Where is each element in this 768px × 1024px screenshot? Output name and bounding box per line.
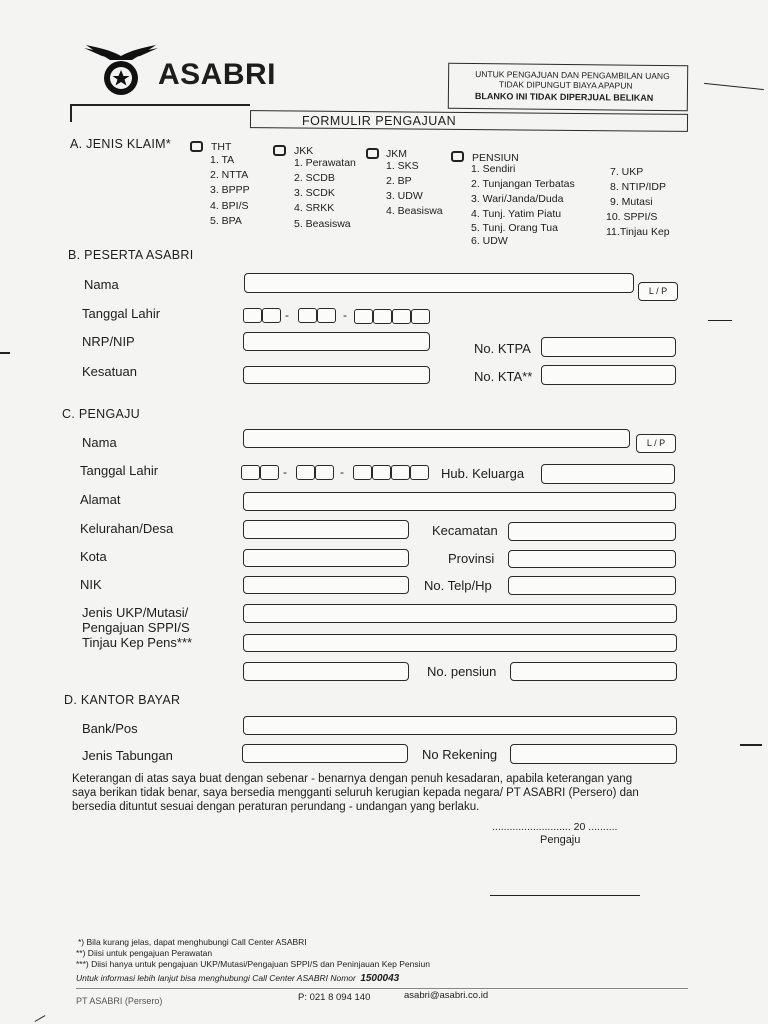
day-digit[interactable] bbox=[262, 308, 281, 323]
kecamatan-field[interactable] bbox=[508, 522, 676, 541]
label-kelurahan: Kelurahan/Desa bbox=[80, 521, 174, 536]
footnote-4 bbox=[76, 968, 399, 986]
jkk-item: 2. SCDB bbox=[294, 172, 335, 184]
label-nrp: NRP/NIP bbox=[82, 334, 135, 349]
jkm-item: 3. UDW bbox=[386, 190, 423, 202]
statement-line-3: bersedia dituntut sesuai dengan peraturan perundang - undangan yang berlaku. bbox=[72, 801, 480, 813]
jkk-item: 4. SRKK bbox=[294, 202, 335, 214]
kota-field[interactable] bbox=[243, 549, 409, 567]
pensiun-item: 10. SPPI/S bbox=[606, 211, 658, 223]
label-nama-c: Nama bbox=[82, 435, 117, 450]
jenis-field-1[interactable] bbox=[243, 604, 677, 623]
year-digit[interactable] bbox=[392, 309, 411, 324]
birthdate-field-c[interactable]: - - bbox=[241, 465, 431, 482]
jkk-item: 5. Beasiswa bbox=[294, 218, 351, 230]
gender-field-b[interactable]: L / P bbox=[638, 282, 678, 301]
label-kesatuan: Kesatuan bbox=[82, 364, 137, 379]
label-jenis-1: Jenis UKP/Mutasi/ bbox=[82, 605, 189, 620]
year-digit[interactable] bbox=[353, 465, 372, 480]
nama-peserta-field[interactable] bbox=[244, 273, 634, 293]
pensiun-item: 2. Tunjangan Terbatas bbox=[471, 178, 575, 190]
month-digit[interactable] bbox=[315, 465, 334, 480]
signature-date: ........................... 20 .......... bbox=[492, 821, 618, 833]
section-d-title: D. KANTOR BAYAR bbox=[64, 693, 181, 707]
no-pensiun-field[interactable] bbox=[510, 662, 677, 681]
label-jenis-tabungan: Jenis Tabungan bbox=[82, 748, 173, 763]
scan-mark bbox=[0, 352, 10, 354]
jenis-field-3[interactable] bbox=[243, 662, 409, 681]
statement-line-2: saya berikan tidak benar, saya bersedia mengganti seluruh kerugian kepada negara/ PT ASABRI (Persero) dan bbox=[72, 787, 639, 799]
telp-field[interactable] bbox=[508, 576, 676, 595]
scan-mark bbox=[708, 320, 732, 321]
tht-item: 2. NTTA bbox=[210, 169, 249, 181]
label-bank: Bank/Pos bbox=[82, 721, 138, 736]
tht-item: 4. BPI/S bbox=[210, 200, 249, 212]
kesatuan-field[interactable] bbox=[243, 366, 430, 384]
gender-field-c[interactable]: L / P bbox=[636, 434, 676, 453]
nama-pengaju-field[interactable] bbox=[243, 429, 630, 448]
label-hub-keluarga: Hub. Keluarga bbox=[441, 466, 525, 481]
provinsi-field[interactable] bbox=[508, 550, 676, 568]
jkk-checkbox[interactable] bbox=[273, 145, 286, 156]
year-digit[interactable] bbox=[373, 309, 392, 324]
kta-field[interactable] bbox=[541, 365, 676, 385]
pensiun-checkbox[interactable] bbox=[451, 151, 464, 162]
pensiun-item: 1. Sendiri bbox=[471, 163, 516, 175]
label-alamat: Alamat bbox=[80, 492, 121, 507]
kelurahan-field[interactable] bbox=[243, 520, 409, 539]
asabri-logo bbox=[82, 42, 160, 98]
month-digit[interactable] bbox=[298, 308, 317, 323]
label-tanggal-lahir-c: Tanggal Lahir bbox=[80, 463, 159, 478]
label-kta: No. KTA** bbox=[474, 369, 533, 384]
label-kecamatan: Kecamatan bbox=[432, 523, 498, 538]
day-digit[interactable] bbox=[260, 465, 279, 480]
jkk-item: 1. Perawatan bbox=[294, 157, 356, 169]
jkk-label: JKK bbox=[294, 145, 314, 157]
year-digit[interactable] bbox=[372, 465, 391, 480]
jkm-item: 1. SKS bbox=[386, 160, 419, 172]
month-digit[interactable] bbox=[296, 465, 315, 480]
scan-mark bbox=[704, 83, 764, 90]
tht-item: 1. TA bbox=[210, 154, 235, 166]
year-digit[interactable] bbox=[411, 309, 430, 324]
jkk-item: 3. SCDK bbox=[294, 187, 335, 199]
form-title-bar bbox=[70, 104, 690, 134]
pensiun-item: 3. Wari/Janda/Duda bbox=[471, 193, 564, 205]
footnote-3: ***) Diisi hanya untuk pengajuan UKP/Mutasi/Pengajuan SPPI/S dan Peninjauan Kep Pensiun bbox=[76, 959, 430, 969]
footer-email: asabri@asabri.co.id bbox=[404, 990, 489, 1001]
tht-item: 5. BPA bbox=[210, 215, 242, 227]
no-rekening-field[interactable] bbox=[510, 744, 677, 764]
statement-line-1: Keterangan di atas saya buat dengan sebenar - benarnya dengan penuh kesadaran, apabila keterangan yang bbox=[72, 773, 633, 785]
label-telp: No. Telp/Hp bbox=[424, 578, 492, 593]
notice-line-3: BLANKO INI TIDAK DIPERJUAL BELIKAN bbox=[474, 91, 654, 103]
tht-label: THT bbox=[211, 141, 232, 153]
pensiun-label: PENSIUN bbox=[472, 152, 519, 164]
footnote-1: *) Bila kurang jelas, dapat menghubungi Call Center ASABRI bbox=[78, 937, 307, 947]
footer-phone: P: 021 8 094 140 bbox=[298, 992, 371, 1003]
label-tanggal-lahir-b: Tanggal Lahir bbox=[82, 306, 161, 321]
scan-mark bbox=[35, 1015, 46, 1022]
alamat-field[interactable] bbox=[243, 492, 676, 511]
eagle-shield-icon bbox=[82, 42, 160, 98]
label-jenis-2: Pengajuan SPPI/S bbox=[82, 620, 190, 635]
notice-line-2: TIDAK DIPUNGUT BIAYA APAPUN bbox=[498, 79, 633, 91]
label-no-rekening: No Rekening bbox=[422, 747, 498, 762]
label-nik: NIK bbox=[80, 577, 102, 592]
section-a-title: A. JENIS KLAIM* bbox=[70, 137, 172, 151]
birthdate-field-b[interactable]: - - bbox=[243, 308, 433, 325]
pensiun-item: 8. NTIP/IDP bbox=[610, 181, 667, 193]
scan-mark bbox=[740, 744, 762, 746]
label-ktpa: No. KTPA bbox=[474, 341, 531, 356]
label-kota: Kota bbox=[80, 549, 107, 564]
year-digit[interactable] bbox=[391, 465, 410, 480]
signature-line[interactable] bbox=[490, 895, 640, 896]
brand-name: ASABRI bbox=[158, 58, 277, 91]
label-no-pensiun: No. pensiun bbox=[427, 664, 497, 679]
label-nama-b: Nama bbox=[84, 277, 119, 292]
day-digit[interactable] bbox=[241, 465, 260, 480]
day-digit[interactable] bbox=[243, 308, 262, 323]
label-jenis-3: Tinjau Kep Pens*** bbox=[82, 635, 193, 650]
nik-field[interactable] bbox=[243, 576, 409, 594]
tht-item: 3. BPPP bbox=[210, 184, 250, 196]
notice-line-1: UNTUK PENGAJUAN DAN PENGAMBILAN UANG bbox=[475, 69, 670, 82]
jenis-tabungan-field[interactable] bbox=[242, 744, 408, 763]
year-digit[interactable] bbox=[354, 309, 373, 324]
month-digit[interactable] bbox=[317, 308, 336, 323]
label-provinsi: Provinsi bbox=[448, 551, 495, 566]
jkm-item: 4. Beasiswa bbox=[386, 205, 443, 217]
hub-keluarga-field[interactable] bbox=[541, 464, 675, 484]
call-center-number: 1500043 bbox=[360, 973, 400, 984]
signature-label: Pengaju bbox=[540, 834, 581, 846]
section-c-title: C. PENGAJU bbox=[62, 407, 141, 421]
section-b-title: B. PESERTA ASABRI bbox=[68, 248, 194, 262]
footer-divider bbox=[76, 988, 688, 989]
bank-field[interactable] bbox=[243, 716, 677, 735]
nrp-field[interactable] bbox=[243, 332, 430, 351]
footnote-2: **) Diisi untuk pengajuan Perawatan bbox=[76, 948, 213, 958]
pensiun-item: 5. Tunj. Orang Tua bbox=[471, 222, 558, 234]
pensiun-item: 7. UKP bbox=[610, 166, 644, 178]
ktpa-field[interactable] bbox=[541, 337, 676, 357]
jenis-field-2[interactable] bbox=[243, 634, 677, 652]
pensiun-item: 6. UDW bbox=[471, 235, 508, 247]
jkm-label: JKM bbox=[386, 148, 407, 160]
jkm-item: 2. BP bbox=[386, 175, 412, 187]
jkm-checkbox[interactable] bbox=[366, 148, 379, 159]
form-title: FORMULIR PENGAJUAN bbox=[302, 114, 457, 128]
footer-company: PT ASABRI (Persero) bbox=[76, 996, 163, 1006]
tht-checkbox[interactable] bbox=[190, 141, 203, 152]
year-digit[interactable] bbox=[410, 465, 429, 480]
pensiun-item: 11.Tinjau Kep bbox=[606, 226, 670, 238]
footnote-4-text: Untuk informasi lebih lanjut bisa menghubungi Call Center ASABRI Nomor bbox=[76, 973, 356, 983]
pensiun-item: 9. Mutasi bbox=[610, 196, 653, 208]
pensiun-item: 4. Tunj. Yatim Piatu bbox=[471, 208, 562, 220]
